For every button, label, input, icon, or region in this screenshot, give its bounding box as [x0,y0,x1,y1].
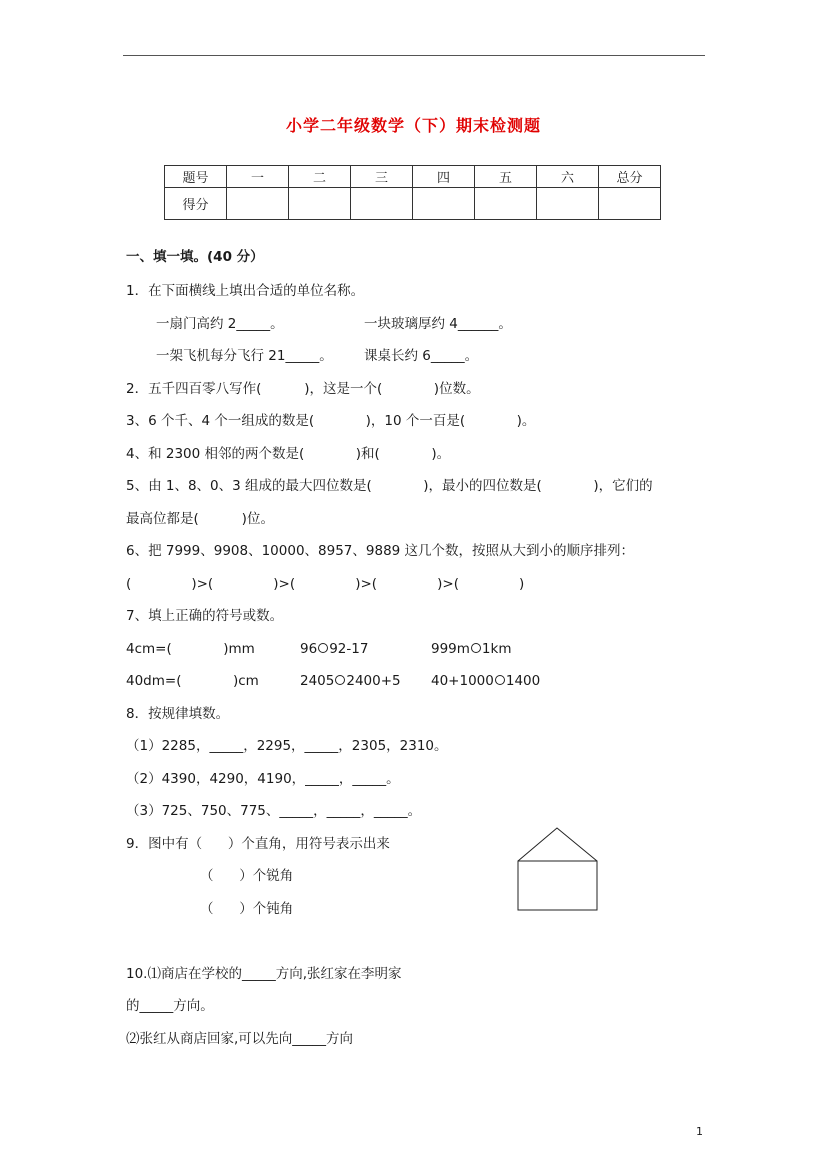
page-title: 小学二年级数学（下）期末检测题 [285,116,541,135]
score-header-cell: 总分 [599,166,661,188]
compare-circle-icon[interactable] [495,675,505,685]
question-10-line-3: ⑵张红从商店回家,可以先向_____方向 [126,1031,354,1047]
score-table-score-row [165,188,661,220]
question-7-row-1-a: 4cm=( )mm [126,641,255,657]
score-header-cell: 题号 [165,166,227,188]
compare-left: 2405 [300,673,335,689]
compare-left: 96 [300,641,318,657]
question-7-row-1-c [431,640,511,658]
question-5-line-1: 5、由 1、8、0、3 组成的最大四位数是( )，最小的四位数是( )，它们的 [126,478,653,494]
question-6-line-2: ( )>( )>( )>( )>( ) [126,576,525,592]
house-shape-figure [515,826,601,912]
compare-left: 40+1000 [431,673,494,689]
score-header-cell: 五 [475,166,537,188]
question-9: 9．图中有（ ）个直角，用符号表示出来 [126,836,390,852]
score-cell[interactable] [351,188,413,220]
question-1-item-d: 课桌长约 6_____。 [364,348,479,364]
question-10-line-1: 10.⑴商店在学校的_____方向,张红家在李明家 [126,966,402,982]
question-2: 2．五千四百零八写作( )，这是一个( )位数。 [126,381,480,397]
compare-right: 1km [481,641,512,657]
score-header-cell: 一 [227,166,289,188]
score-cell[interactable] [289,188,351,220]
question-7: 7、填上正确的符号或数。 [126,608,284,624]
question-1: 1．在下面横线上填出合适的单位名称。 [126,283,365,299]
score-cell[interactable] [413,188,475,220]
question-3: 3、6 个千、4 个一组成的数是( )，10 个一百是( )。 [126,413,536,429]
compare-circle-icon[interactable] [471,643,481,653]
score-table-header-row [165,166,661,188]
score-cell[interactable] [227,188,289,220]
question-1-item-b: 一块玻璃厚约 4______。 [364,316,512,332]
question-8-item-2: （2）4390，4290，4190，_____，_____。 [126,771,400,787]
header-rule [123,55,705,56]
question-1-item-a: 一扇门高约 2_____。 [156,316,284,332]
question-9-obtuse: （ ）个钝角 [200,901,294,917]
score-header-cell: 二 [289,166,351,188]
compare-circle-icon[interactable] [318,643,328,653]
question-4: 4、和 2300 相邻的两个数是( )和( )。 [126,446,451,462]
page-number: 1 [696,1125,703,1138]
compare-circle-icon[interactable] [335,675,345,685]
compare-left: 999m [431,641,470,657]
section-heading: 一、填一填。(40 分） [126,249,264,265]
score-table [164,165,661,220]
score-row-label: 得分 [165,188,227,220]
question-5-line-2: 最高位都是( )位。 [126,511,274,527]
score-header-cell: 四 [413,166,475,188]
question-7-row-2-a: 40dm=( )cm [126,673,259,689]
question-7-row-2-b [300,672,401,690]
question-9-acute: （ ）个锐角 [200,868,294,884]
question-7-row-2-c [431,672,540,690]
score-header-cell: 三 [351,166,413,188]
question-1-item-c: 一架飞机每分飞行 21_____。 [156,348,333,364]
score-cell[interactable] [599,188,661,220]
compare-right: 1400 [505,673,541,689]
score-cell[interactable] [537,188,599,220]
question-8-item-3: （3）725、750、775、_____，_____，_____。 [126,803,422,819]
score-cell[interactable] [475,188,537,220]
question-7-row-1-b [300,640,368,658]
compare-right: 92-17 [329,641,369,657]
question-10-line-2: 的_____方向。 [126,998,214,1014]
compare-right: 2400+5 [346,673,401,689]
question-6-line-1: 6、把 7999、9908、10000、8957、9889 这几个数，按照从大到小的顺序排列： [126,543,635,559]
question-8: 8．按规律填数。 [126,706,230,722]
score-header-cell: 六 [537,166,599,188]
question-8-item-1: （1）2285，_____，2295，_____，2305，2310。 [126,738,448,754]
